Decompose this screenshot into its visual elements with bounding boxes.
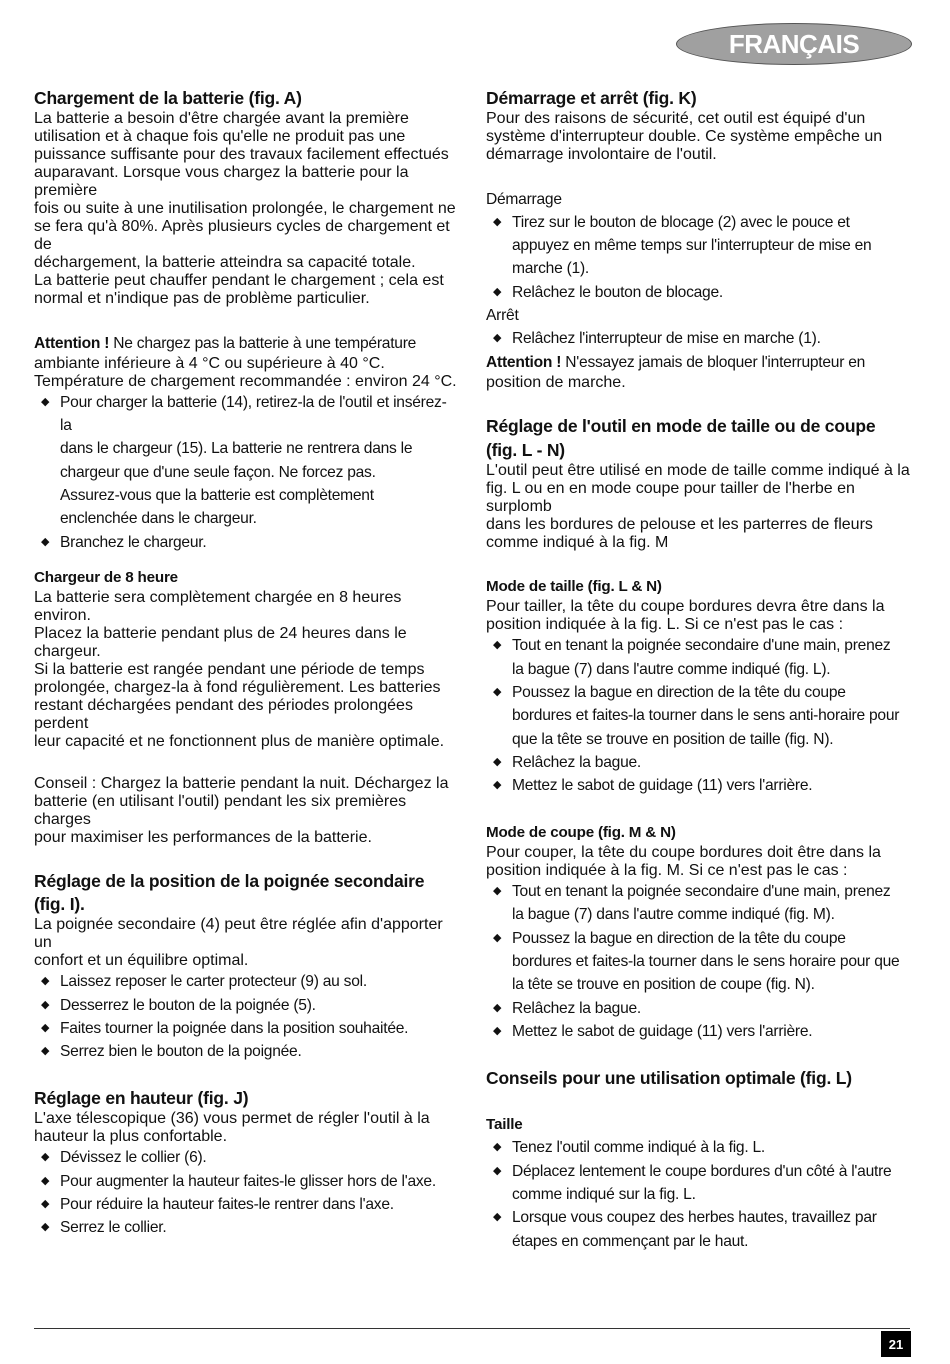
diamond-bullet-icon: ◆ (41, 1174, 50, 1187)
text-line: (fig. L - N) (486, 439, 565, 460)
text-line: Pour des raisons de sécurité, cet outil est équipé d'un (486, 110, 866, 128)
diamond-bullet-icon: ◆ (493, 686, 502, 699)
text-line: restant déchargées pendant des périodes prolongées perdent (34, 697, 413, 733)
list-item-line: Tirez sur le bouton de blocage (2) avec le pouce et (512, 213, 850, 231)
text-line: (fig. I). (34, 894, 85, 915)
text-line: Réglage de l'outil en mode de taille ou de coupe (486, 416, 876, 437)
list-item-line: bordures et faites-la tourner dans le sens anti-horaire pour (512, 707, 900, 725)
list-item-line: Lorsque vous coupez des herbes hautes, travaillez par (512, 1209, 877, 1227)
list-item (34, 1216, 458, 1239)
diamond-bullet-icon: ◆ (493, 931, 502, 944)
list-item-line: Poussez la bague en direction de la tête du coupe (512, 684, 846, 702)
text-line: fig. L ou en en mode coupe pour tailler de l'herbe en surplomb (486, 479, 855, 515)
list-item-line: Dévissez le collier (6). (60, 1149, 207, 1167)
list-item (34, 1170, 458, 1193)
text-line: ambiante inférieure à 4 °C ou supérieure à 40 °C. (34, 354, 385, 372)
trim-body (486, 598, 914, 634)
start-stop-body (486, 110, 914, 164)
text-line: prolongée, chargez-la à fond régulièrement. Les batteries (34, 679, 441, 697)
list-item-line: Poussez la bague en direction de la tête du coupe (512, 929, 846, 947)
list-item-line: Tout en tenant la poignée secondaire d'une main, prenez (512, 883, 891, 901)
list-item (34, 1040, 458, 1063)
list-item-line: Relâchez le bouton de blocage. (512, 283, 723, 301)
list-item (34, 391, 458, 531)
list-item (486, 1136, 914, 1159)
text-line: position indiquée à la fig. M. Si ce n'est pas le cas : (486, 862, 848, 880)
text-line: La batterie sera complètement chargée en 8 heures environ. (34, 589, 402, 625)
list-item-line: bordures et faites-la tourner dans le sens horaire pour que (512, 953, 900, 971)
attention-text: Ne chargez pas la batterie à une température (109, 334, 417, 352)
list-item-line: étapes en commençant par le haut. (512, 1232, 749, 1250)
stop-bullets (486, 327, 914, 350)
list-item (34, 531, 458, 554)
section-title-trim-mode: Mode de taille (fig. L & N) (486, 578, 662, 596)
diamond-bullet-icon: ◆ (41, 975, 50, 988)
page-number: 21 (881, 1331, 911, 1357)
list-item (34, 1193, 458, 1216)
cut-bullets (486, 880, 914, 1043)
list-item-line: Branchez le chargeur. (60, 533, 207, 551)
list-item-line: Mettez le sabot de guidage (11) vers l'arrière. (512, 777, 813, 795)
section-title-charging: Chargement de la batterie (fig. A) (34, 88, 302, 108)
list-item-line: Desserrez le bouton de la poignée (5). (60, 996, 316, 1014)
section-title-cut-mode: Mode de coupe (fig. M & N) (486, 823, 676, 841)
diamond-bullet-icon: ◆ (41, 1197, 50, 1210)
charging-bullets (34, 391, 458, 554)
list-item-line: Pour augmenter la hauteur faites-le glisser hors de l'axe. (60, 1172, 436, 1190)
start-label: Démarrage (486, 190, 562, 208)
list-item (34, 1146, 458, 1169)
text-line: Pour couper, la tête du coupe bordures doit être dans la (486, 844, 881, 862)
list-item-line: Pour charger la batterie (14), retirez-la de l'outil et insérez-la (60, 393, 447, 435)
text-line: L'outil peut être utilisé en mode de taille comme indiqué à la (486, 461, 910, 479)
footer-rule (34, 1328, 910, 1329)
list-item-line: la bague (7) dans l'autre comme indiqué (fig. M). (512, 906, 835, 924)
diamond-bullet-icon: ◆ (493, 332, 502, 345)
start-stop-attention (486, 351, 914, 374)
section-title-start-stop: Démarrage et arrêt (fig. K) (486, 88, 697, 108)
text-line: fois ou suite à une inutilisation prolongée, le chargement ne (34, 200, 456, 218)
diamond-bullet-icon: ◆ (493, 639, 502, 652)
list-item-line: Relâchez la bague. (512, 999, 642, 1017)
section-title-mode (486, 415, 914, 462)
text-line: se fera qu'à 80%. Après plusieurs cycles de chargement et de (34, 218, 450, 254)
list-item-line: enclenchée dans le chargeur. (60, 510, 257, 528)
list-item (34, 1017, 458, 1040)
text-line: leur capacité et ne fonctionnent plus de manière optimale. (34, 733, 445, 751)
handle-bullets (34, 970, 458, 1063)
list-item (486, 634, 914, 681)
diamond-bullet-icon: ◆ (41, 998, 50, 1011)
list-item-line: Faites tourner la poignée dans la position souhaitée. (60, 1020, 409, 1038)
attention-label: Attention ! (486, 353, 562, 371)
text-line: batterie (en utilisant l'outil) pendant les six premières charges (34, 792, 407, 828)
list-item-line: que la tête se trouve en position de taille (fig. N). (512, 730, 834, 748)
text-line: comme indiqué à la fig. M (486, 533, 669, 551)
list-item-line: la tête se trouve en position de coupe (fig. N). (512, 976, 815, 994)
charger-tip (34, 775, 458, 847)
section-title-handle (34, 870, 458, 917)
list-item-line: Tout en tenant la poignée secondaire d'une main, prenez (512, 637, 891, 655)
text-line: hauteur la plus confortable. (34, 1128, 228, 1146)
text-line: utilisation et à chaque fois qu'elle ne produit pas une (34, 128, 406, 146)
diamond-bullet-icon: ◆ (493, 1141, 502, 1154)
text-line: Conseil : Chargez la batterie pendant la nuit. Déchargez la (34, 774, 449, 792)
list-item (486, 774, 914, 797)
list-item (486, 1160, 914, 1207)
list-item (486, 211, 914, 281)
text-line: normal et n'indique pas de problème particulier. (34, 290, 370, 308)
text-line: puissance suffisante pour des travaux facilement effectués (34, 146, 449, 164)
text-line: démarrage involontaire de l'outil. (486, 146, 717, 164)
diamond-bullet-icon: ◆ (493, 1001, 502, 1014)
diamond-bullet-icon: ◆ (493, 1024, 502, 1037)
list-item (486, 880, 914, 927)
height-bullets (34, 1146, 458, 1239)
text-line: L'axe télescopique (36) vous permet de régler l'outil à la (34, 1110, 430, 1128)
list-item (34, 970, 458, 993)
diamond-bullet-icon: ◆ (41, 395, 50, 408)
charging-attention-rest (34, 355, 458, 391)
list-item-line: Serrez bien le bouton de la poignée. (60, 1043, 302, 1061)
text-line: système d'interrupteur double. Ce système empêche un (486, 128, 883, 146)
diamond-bullet-icon: ◆ (493, 215, 502, 228)
list-item (34, 994, 458, 1017)
list-item (486, 997, 914, 1020)
text-line: Pour tailler, la tête du coupe bordures devra être dans la (486, 598, 885, 616)
diamond-bullet-icon: ◆ (493, 1164, 502, 1177)
text-line: La batterie a besoin d'être chargée avant la première (34, 110, 409, 128)
list-item-line: Mettez le sabot de guidage (11) vers l'arrière. (512, 1022, 813, 1040)
tips-bullets (486, 1136, 914, 1252)
charger-8h-body (34, 589, 458, 751)
list-item (486, 927, 914, 997)
handle-body (34, 916, 458, 970)
list-item (486, 1020, 914, 1043)
section-title-charger-8h: Chargeur de 8 heure (34, 568, 178, 586)
right-column (486, 87, 914, 1253)
diamond-bullet-icon: ◆ (41, 1022, 50, 1035)
start-stop-attention-rest (486, 374, 914, 392)
charging-attention (34, 332, 458, 355)
list-item-line: Tenez l'outil comme indiqué à la fig. L. (512, 1139, 766, 1157)
text-line: confort et un équilibre optimal. (34, 952, 249, 970)
list-item (486, 281, 914, 304)
text-line: auparavant. Lorsque vous chargez la batterie pour la première (34, 164, 409, 200)
diamond-bullet-icon: ◆ (41, 1151, 50, 1164)
section-title-tips: Conseils pour une utilisation optimale (fig. L) (486, 1067, 852, 1088)
list-item-line: Déplacez lentement le coupe bordures d'un côté à l'autre (512, 1162, 892, 1180)
list-item-line: Serrez le collier. (60, 1219, 167, 1237)
stop-label: Arrêt (486, 307, 519, 325)
diamond-bullet-icon: ◆ (493, 885, 502, 898)
text-line: position de marche. (486, 373, 626, 391)
start-bullets (486, 211, 914, 304)
list-item-line: la bague (7) dans l'autre comme indiqué (fig. L). (512, 660, 831, 678)
list-item-line: comme indiqué sur la fig. L. (512, 1185, 696, 1203)
diamond-bullet-icon: ◆ (41, 1045, 50, 1058)
height-body (34, 1110, 458, 1146)
diamond-bullet-icon: ◆ (493, 755, 502, 768)
attention-text: N'essayez jamais de bloquer l'interrupteur en (561, 353, 866, 371)
list-item-line: Assurez-vous que la batterie est complètement (60, 487, 374, 505)
list-item-line: Laissez reposer le carter protecteur (9) au sol. (60, 973, 367, 991)
cut-body (486, 844, 914, 880)
text-line: Réglage de la position de la poignée secondaire (34, 870, 425, 891)
list-item-line: marche (1). (512, 260, 589, 278)
charging-body (34, 110, 458, 308)
list-item-line: Relâchez l'interrupteur de mise en marche (1). (512, 330, 821, 348)
left-column (34, 87, 458, 1239)
list-item-line: Relâchez la bague. (512, 753, 642, 771)
text-line: Placez la batterie pendant plus de 24 heures dans le chargeur. (34, 625, 407, 661)
text-line: pour maximiser les performances de la batterie. (34, 828, 372, 846)
list-item (486, 327, 914, 350)
list-item (486, 751, 914, 774)
list-item (486, 681, 914, 751)
text-line: dans les bordures de pelouse et les parterres de fleurs (486, 515, 873, 533)
list-item-line: appuyez en même temps sur l'interrupteur de mise en (512, 237, 872, 255)
text-line: déchargement, la batterie atteindra sa capacité totale. (34, 254, 416, 272)
section-title-height: Réglage en hauteur (fig. J) (34, 1087, 249, 1108)
mode-body (486, 462, 914, 552)
language-badge: FRANÇAIS (676, 23, 912, 65)
diamond-bullet-icon: ◆ (41, 535, 50, 548)
diamond-bullet-icon: ◆ (493, 1211, 502, 1224)
list-item-line: Pour réduire la hauteur faites-le rentrer dans l'axe. (60, 1195, 394, 1213)
diamond-bullet-icon: ◆ (493, 285, 502, 298)
diamond-bullet-icon: ◆ (493, 779, 502, 792)
text-line: La poignée secondaire (4) peut être réglée afin d'apporter un (34, 916, 443, 952)
text-line: position indiquée à la fig. L. Si ce n'est pas le cas : (486, 616, 844, 634)
attention-label: Attention ! (34, 334, 110, 352)
section-subtitle-taille: Taille (486, 1116, 523, 1134)
trim-bullets (486, 634, 914, 797)
diamond-bullet-icon: ◆ (41, 1221, 50, 1234)
text-line: La batterie peut chauffer pendant le chargement ; cela est (34, 272, 444, 290)
text-line: Température de chargement recommandée : environ 24 °C. (34, 372, 457, 390)
text-line: Si la batterie est rangée pendant une période de temps (34, 661, 425, 679)
list-item-line: chargeur que d'une seule façon. Ne forcez pas. (60, 463, 376, 481)
list-item-line: dans le chargeur (15). La batterie ne rentrera dans le (60, 440, 413, 458)
list-item (486, 1206, 914, 1253)
